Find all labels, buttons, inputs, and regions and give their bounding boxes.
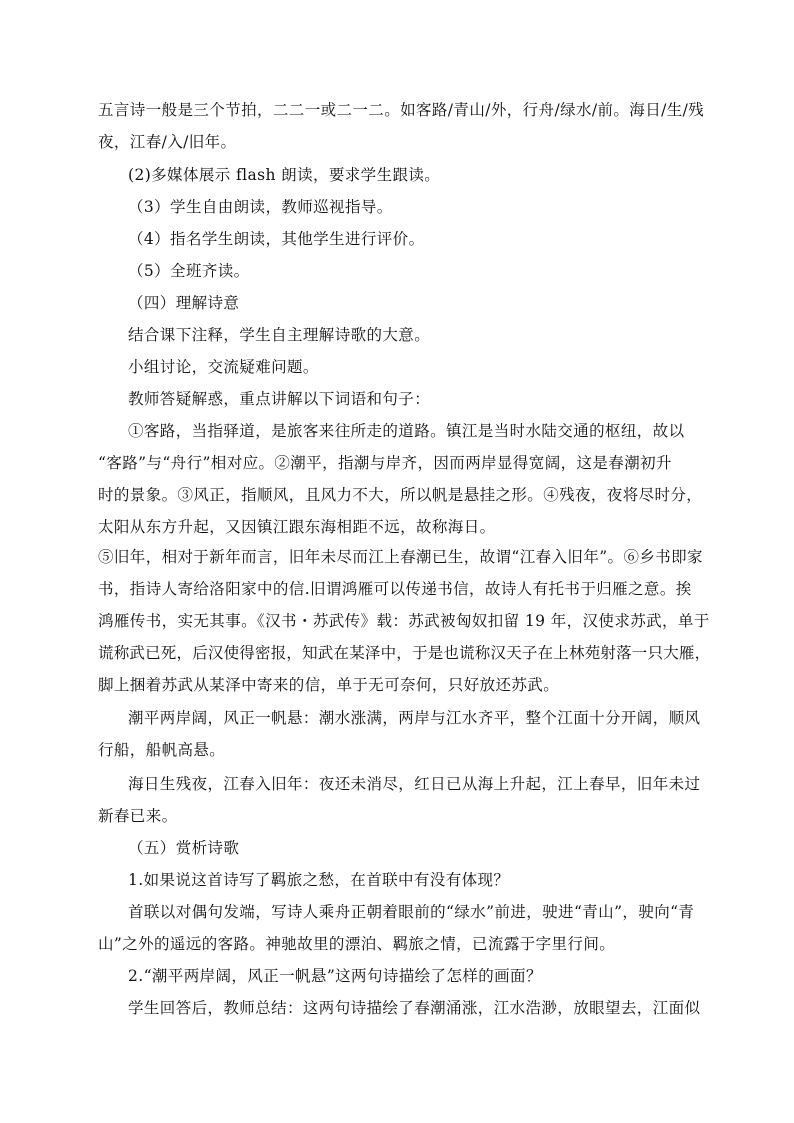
section-heading: （四）理解诗意 [128, 294, 240, 312]
text-line: 山”之外的遥远的客路。神驰故里的漂泊、羁旅之情，已流露于字里行间。 [98, 935, 616, 953]
text-line: ①客路，当指驿道，是旅客来往所走的道路。镇江是当时水陆交通的枢纽，故以 [128, 422, 685, 440]
text-line: 教师答疑解惑，重点讲解以下词语和句子： [128, 390, 431, 408]
text-line: 1.如果说这首诗写了羁旅之愁，在首联中有没有体现？ [128, 871, 510, 889]
text-line: 脚上捆着苏武从某泽中寄来的信，单于无可奈何，只好放还苏武。 [98, 676, 560, 694]
text-line: 2.“潮平两岸阔，风正一帆悬”这两句诗描绘了怎样的画面？ [128, 967, 542, 985]
section-heading: （五）赏析诗歌 [128, 839, 240, 857]
text-line: 新春已来。 [98, 807, 178, 825]
text-line: 鸿雁传书，实无其事。《汉书・苏武传》载：苏武被匈奴扣留 19 年，汉使求苏武，单于 [98, 612, 710, 630]
text-line: （3）学生自由朗读，教师巡视指导。 [128, 198, 393, 216]
text-line: 书，指诗人寄给洛阳家中的信.旧谓鸿雁可以传递书信，故诗人有托书于归雁之意。挨 [98, 580, 692, 598]
text-line: (2)多媒体展示 flash 朗读，要求学生跟读。 [128, 166, 441, 184]
text-line: 夜，江春/入/旧年。 [98, 133, 237, 151]
text-line: 五言诗一般是三个节拍，二二一或二一二。如客路/青山/外，行舟/绿水/前。海日/生/残 [98, 101, 705, 119]
text-line: 结合课下注释，学生自主理解诗歌的大意。 [128, 326, 431, 344]
text-line: 小组讨论，交流疑难问题。 [128, 358, 319, 376]
text-line: 学生回答后，教师总结：这两句诗描绘了春潮涌涨，江水浩渺，放眼望去，江面似 [128, 999, 701, 1017]
text-line: （4）指名学生朗读，其他学生进行评价。 [128, 230, 425, 248]
text-line: （5）全班齐读。 [128, 262, 250, 280]
text-line: 海日生残夜，江春入旧年：夜还未消尽，红日已从海上升起，江上春早，旧年未过 [128, 775, 701, 793]
text-line: 时的景象。③风正，指顺风，且风力不大，所以帆是悬挂之形。④残夜，夜将尽时分， [98, 486, 703, 504]
text-line: ⑤旧年，相对于新年而言，旧年未尽而江上春潮已生，故谓“江春入旧年”。⑥乡书即家 [98, 548, 703, 566]
text-line: “客路”与“舟行”相对应。②潮平，指潮与岸齐，因而两岸显得宽阔，这是春潮初升 [98, 454, 672, 472]
text-line: 谎称武已死，后汉使得密报，知武在某泽中，于是也谎称汉天子在上林苑射落一只大雁， [98, 644, 711, 662]
text-line: 首联以对偶句发端，写诗人乘舟正朝着眼前的“绿水”前进，驶进“青山”，驶向“青 [128, 903, 695, 921]
text-line: 潮平两岸阔，风正一帆悬：潮水涨满，两岸与江水齐平，整个江面十分开阔，顺风 [128, 709, 701, 727]
text-line: 行船，船帆高悬。 [98, 741, 226, 759]
text-line: 太阳从东方升起，又因镇江跟东海相距不远，故称海日。 [98, 518, 496, 536]
